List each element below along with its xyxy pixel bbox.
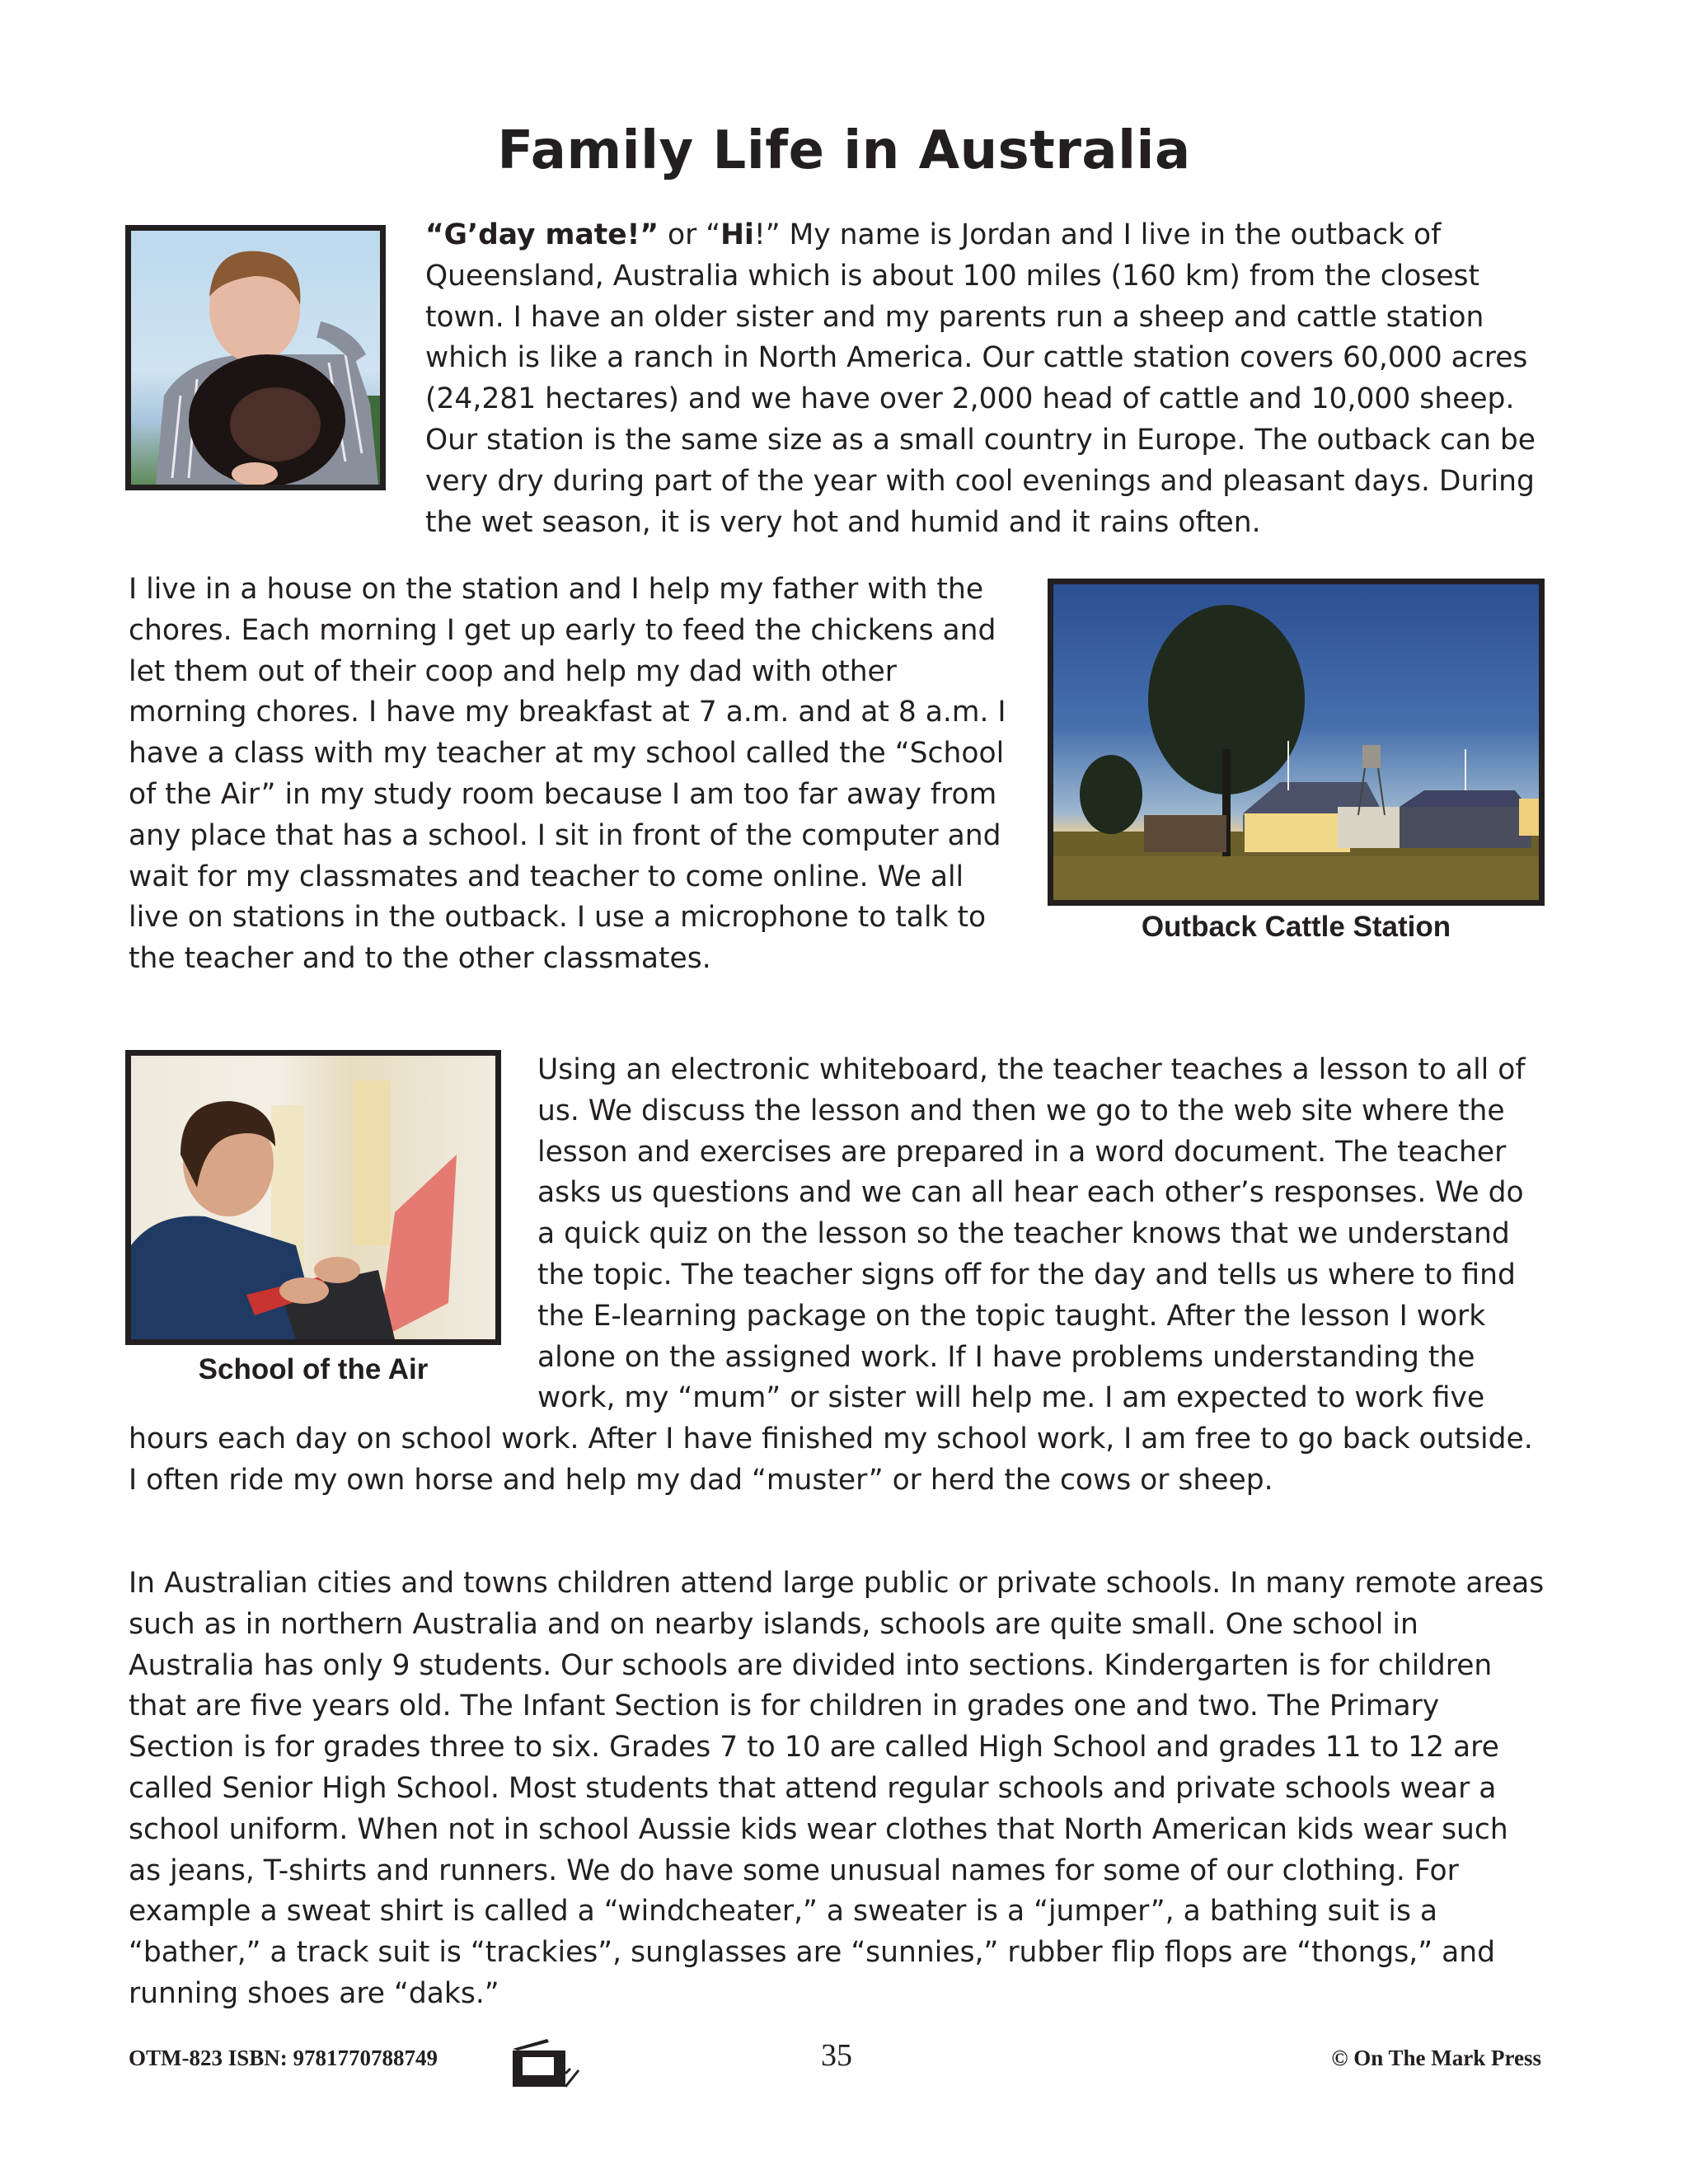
page-title: Family Life in Australia [497, 120, 1191, 181]
image-spacer [129, 1050, 537, 1413]
greeting-end: !” [753, 218, 790, 251]
photocopier-icon [513, 2039, 607, 2088]
greeting-connector: or “ [659, 218, 721, 251]
page-number: 35 [821, 2038, 852, 2073]
caption-school-of-the-air: School of the Air [198, 1353, 429, 1385]
photo-outback-cattle-station [1048, 579, 1545, 906]
school-of-air-paragraph [129, 1050, 1546, 1502]
school-of-air-text: Using an electronic whiteboard, the teacher teaches a lesson to all of us. We discuss the lesson and then we go to the web site where the lesson and exercises are prepared in a word document. The teacher asks us questions and we can all hear each other’s responses. We do a quick quiz on the lesson so the teacher knows that we understand the topic. The teacher signs off for the day and tells us where to find the E-learning package on the topic taught. After the lesson I work alone on the assigned work. If I have problems understanding the work, my “mum” or sister will help me. I am expected to work five hours each day on school work. After I have finished my school work, I am free to go back outside. I often ride my own horse and help my dad “muster” or herd the cows or sheep. [129, 1053, 1533, 1497]
copyright: © On The Mark Press [1331, 2046, 1541, 2070]
caption-outback-cattle-station: Outback Cattle Station [1141, 911, 1451, 943]
image-spacer [129, 215, 425, 545]
footer-code: OTM-823 ISBN: 9781770788749 [129, 2046, 438, 2070]
intro-paragraph [129, 215, 1546, 545]
intro-text: My name is Jordan and I live in the outback of Queensland, Australia which is about 100 miles (160 km) from the closest town. I have an older sister and my parents run a sheep and cattle station which is like a ranch in North America. Our cattle station covers 60,000 acres (24,281 hectares) and we have over 2,000 head of cattle and 10,000 sheep. Our station is the same size as a small country in Europe. The outback can be very dry during part of the year with cool evenings and pleasant days. During the wet season, it is very hot and humid and it rains often. [425, 218, 1536, 539]
greeting-bold: “G’day mate!” [425, 218, 659, 251]
greeting-hi: Hi [720, 218, 754, 251]
chores-paragraph: I live in a house on the station and I help my father with the chores. Each morning I get up early to feed the chickens and let them out of their coop and help my dad with other morning chores. I have my breakfast at 7 a.m. and at 8 a.m. I have a class with my teacher at my school called the “School of the Air” in my study room because I am too far away from any place that has a school. I sit in front of the computer and wait for my classmates and teacher to come online. We all live on stations in the outback. I use a microphone to talk to the teacher and to the other classmates. [129, 573, 1006, 976]
schools-clothing-paragraph: In Australian cities and towns children attend large public or private schools. In many remote areas such as in northern Australia and on nearby islands, schools are quite small. One school in Australia has only 9 students. Our schools are divided into sections. Kindergarten is for children that are five years old. The Infant Section is for children in grades one and two. The Primary Section is for grades three to six. Grades 7 to 10 are called High School and grades 11 to 12 are called Senior High School. Most students that attend regular schools and private schools wear a school uniform. When not in school Aussie kids wear clothes that North American kids wear such as jeans, T-shirts and runners. We do have some unusual names for some of our clothing. For example a sweat shirt is called a “windcheater,” a sweater is a “jumper”, a bathing suit is a “bather,” a track suit is “trackies”, sunglasses are “sunnies,” rubber flip flops are “thongs,” and running shoes are “daks.” [129, 1567, 1545, 2010]
station-photo-illustration [1053, 584, 1539, 900]
